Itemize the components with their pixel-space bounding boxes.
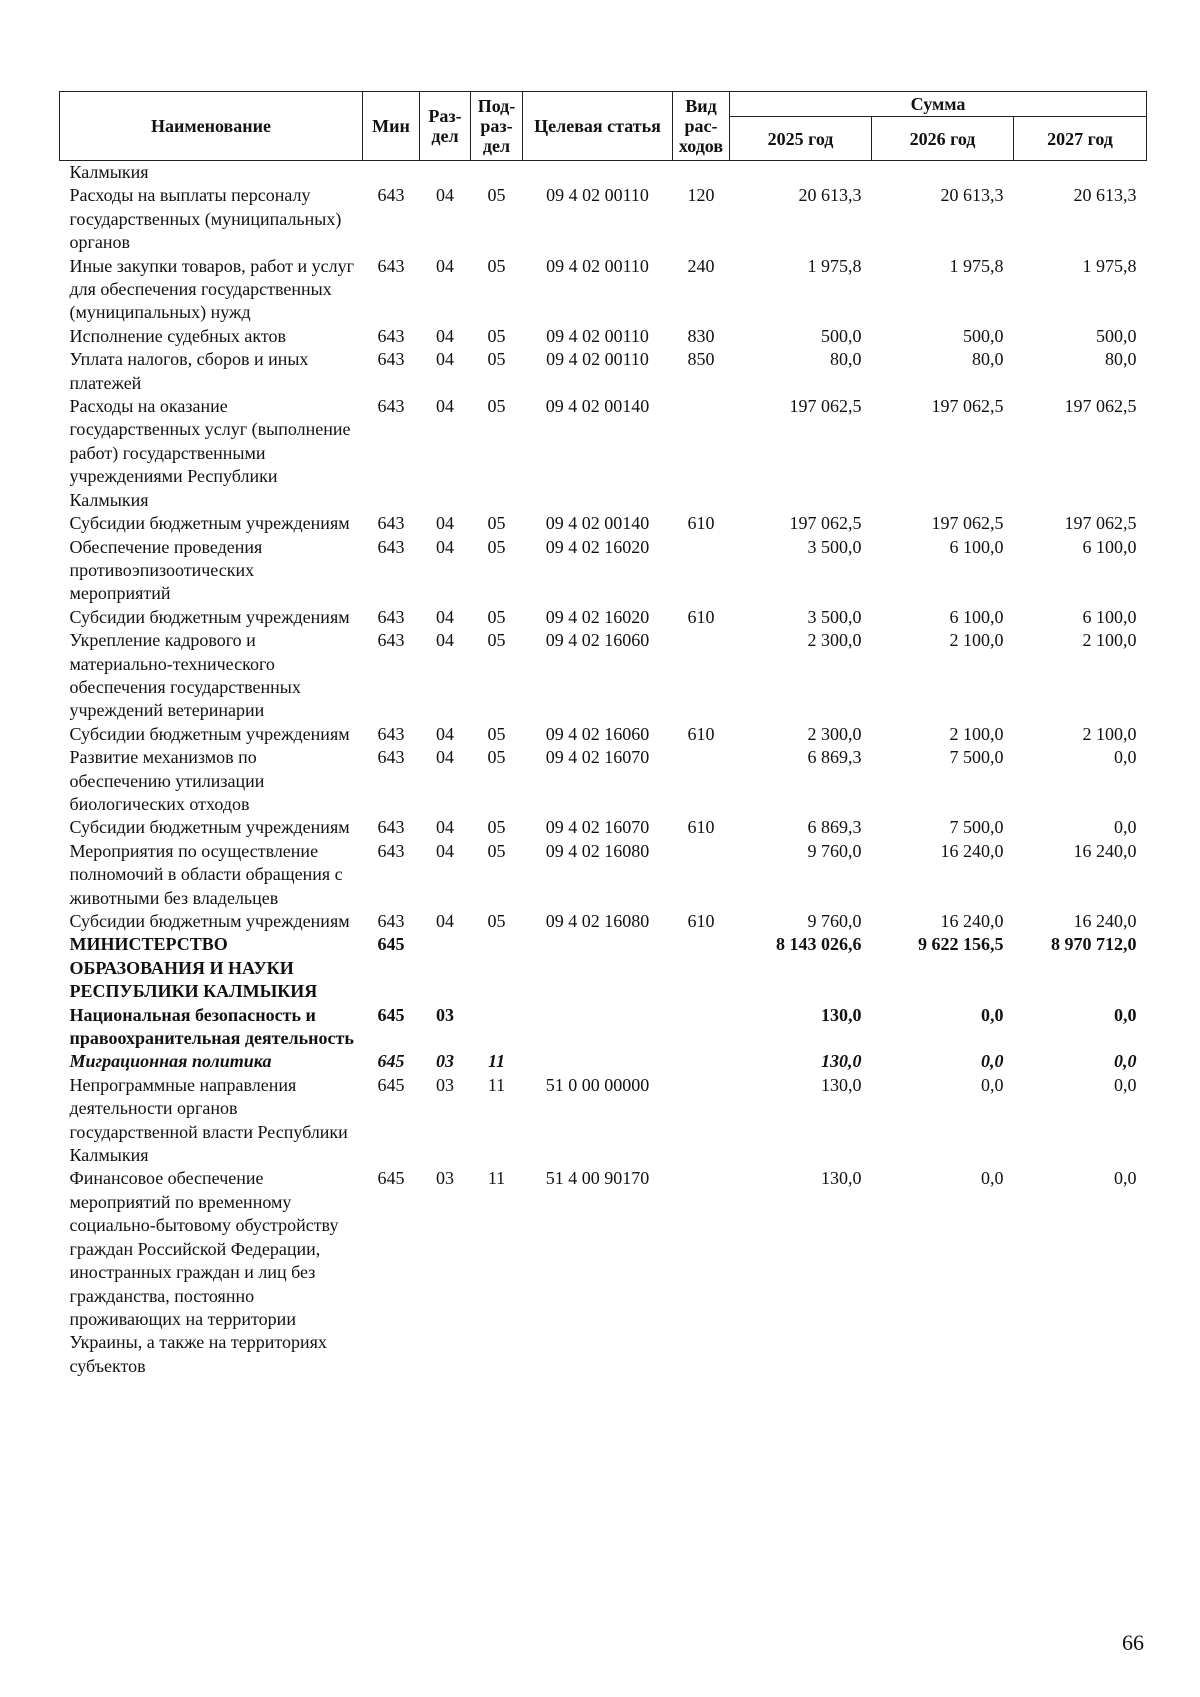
cell-name: Расходы на выплаты персоналу государственных (муниципальных) органов [69, 185, 342, 253]
cell-target-article [523, 161, 673, 185]
cell-podrazdel: 05 [487, 630, 506, 651]
cell-expense-type: 830 [687, 325, 715, 346]
cell-sum-2025: 197 062,5 [789, 513, 862, 534]
cell-name: Обеспечение проведения противоэпизоотических мероприятий [69, 536, 263, 604]
cell-podrazdel: 05 [487, 911, 506, 931]
table-row [60, 1167, 1147, 1378]
cell-name: Субсидии бюджетным учреждениям [69, 817, 350, 838]
cell-target-article [523, 933, 673, 1003]
cell-razdel: 04 [436, 606, 454, 627]
cell-razdel [420, 161, 471, 185]
cell-sum-2025: 6 869,3 [807, 747, 862, 768]
cell-target-article: 09 4 02 00110 [546, 255, 649, 276]
cell-podrazdel: 05 [487, 255, 506, 276]
cell-sum-2027: 16 240,0 [1073, 840, 1137, 861]
table-row [60, 933, 1147, 1003]
header-podrazdel: Под-раз-дел [471, 92, 523, 161]
cell-razdel: 04 [436, 185, 454, 206]
cell-name: Субсидии бюджетным учреждениям [69, 911, 350, 931]
cell-sum-2027: 0,0 [1114, 817, 1137, 838]
cell-min: 643 [377, 349, 405, 370]
cell-sum-2025: 3 500,0 [807, 536, 862, 557]
cell-target-article: 09 4 02 00110 [546, 349, 649, 370]
cell-sum-2026: 16 240,0 [940, 840, 1004, 861]
cell-target-article: 09 4 02 00110 [546, 325, 649, 346]
cell-min: 643 [377, 747, 405, 768]
cell-sum-2026: 2 100,0 [949, 630, 1004, 651]
cell-name: Субсидии бюджетным учреждениям [69, 606, 350, 627]
cell-target-article: 09 4 02 00110 [546, 185, 649, 206]
cell-expense-type [673, 1004, 730, 1051]
header-year-2025: 2025 год [730, 117, 872, 161]
cell-name: Иные закупки товаров, работ и услуг для обеспечения государственных (муниципальных) нужд [69, 255, 354, 323]
table-row [60, 395, 1147, 512]
cell-target-article: 09 4 02 16070 [545, 817, 650, 838]
header-sum: Сумма [730, 92, 1147, 117]
cell-target-article: 09 4 02 16020 [545, 536, 650, 557]
cell-sum-2027: 6 100,0 [1082, 606, 1137, 627]
table-row [60, 723, 1147, 746]
cell-target-article: 09 4 02 16080 [545, 840, 650, 861]
cell-sum-2027: 500,0 [1096, 325, 1137, 346]
cell-expense-type [673, 1074, 730, 1168]
cell-min: 645 [377, 934, 405, 955]
cell-sum-2025: 20 613,3 [798, 185, 862, 206]
cell-min: 643 [377, 630, 405, 651]
header-name: Наименование [60, 92, 363, 161]
cell-razdel: 03 [436, 1051, 454, 1072]
cell-expense-type [673, 395, 730, 512]
cell-expense-type [673, 536, 730, 606]
cell-name: Субсидии бюджетным учреждениям [69, 723, 350, 744]
table-body [60, 161, 1147, 1379]
cell-sum-2026: 2 100,0 [949, 723, 1004, 744]
header-expense-type: Вид рас-ходов [673, 92, 730, 161]
cell-sum-2025: 130,0 [821, 1074, 862, 1095]
cell-sum-2026: 0,0 [981, 1074, 1004, 1095]
cell-sum-2025: 130,0 [821, 1004, 862, 1025]
cell-sum-2026: 20 613,3 [940, 185, 1004, 206]
cell-name: Калмыкия [69, 162, 149, 182]
cell-sum-2026: 9 622 156,5 [918, 934, 1004, 955]
cell-sum-2025: 9 760,0 [807, 840, 862, 861]
cell-razdel: 04 [436, 325, 454, 346]
cell-sum-2025: 80,0 [830, 349, 862, 370]
table-row [60, 161, 1147, 185]
cell-sum-2026: 6 100,0 [949, 606, 1004, 627]
cell-min: 643 [377, 911, 405, 931]
cell-expense-type [673, 840, 730, 910]
header-razdel: Раз-дел [420, 92, 471, 161]
table-row [60, 1074, 1147, 1168]
cell-sum-2025: 197 062,5 [789, 396, 862, 417]
cell-sum-2027: 0,0 [1114, 747, 1137, 768]
cell-expense-type: 610 [687, 606, 715, 627]
cell-expense-type: 850 [687, 349, 715, 370]
cell-podrazdel: 05 [487, 349, 506, 370]
cell-sum-2025: 500,0 [821, 325, 862, 346]
budget-table [59, 91, 1147, 1378]
table-row [60, 606, 1147, 629]
cell-sum-2026: 16 240,0 [940, 911, 1004, 931]
cell-expense-type: 610 [687, 911, 715, 931]
cell-min: 645 [377, 1004, 405, 1025]
cell-min: 643 [377, 840, 405, 861]
cell-sum-2027: 197 062,5 [1064, 513, 1137, 534]
cell-sum-2026: 500,0 [963, 325, 1004, 346]
cell-podrazdel: 05 [487, 325, 506, 346]
cell-razdel: 04 [436, 349, 454, 370]
cell-sum-2027: 16 240,0 [1073, 911, 1137, 931]
table-row [60, 816, 1147, 839]
cell-podrazdel: 05 [487, 840, 506, 861]
cell-expense-type [673, 933, 730, 1003]
table-row [60, 910, 1147, 933]
cell-sum-2026: 80,0 [972, 349, 1004, 370]
cell-razdel [420, 933, 471, 1003]
cell-target-article: 09 4 02 00140 [545, 396, 650, 417]
cell-podrazdel: 05 [487, 723, 506, 744]
cell-name: Расходы на оказание государственных услуг (выполнение работ) государственными учреждениями Республики Калмыкия [69, 396, 351, 510]
cell-min: 643 [377, 396, 405, 417]
cell-podrazdel: 05 [487, 747, 506, 768]
cell-name: Укрепление кадрового и материально-технического обеспечения государственных учреждений ветеринарии [69, 630, 301, 721]
cell-name: Субсидии бюджетным учреждениям [69, 513, 350, 534]
table-row [60, 1050, 1147, 1073]
cell-sum-2026: 7 500,0 [949, 747, 1004, 768]
cell-razdel: 04 [436, 536, 454, 557]
cell-sum-2027 [1014, 161, 1147, 185]
table-row [60, 1004, 1147, 1051]
cell-min: 643 [377, 325, 405, 346]
cell-sum-2026: 7 500,0 [949, 817, 1004, 838]
cell-target-article: 09 4 02 16060 [545, 630, 650, 651]
cell-sum-2025 [730, 161, 872, 185]
cell-min: 643 [377, 185, 405, 206]
table-row [60, 512, 1147, 535]
cell-target-article: 09 4 02 16060 [545, 723, 650, 744]
cell-expense-type: 240 [687, 255, 715, 276]
cell-razdel: 03 [436, 1168, 454, 1189]
cell-target-article: 09 4 02 16070 [545, 747, 650, 768]
cell-name: Миграционная политика [69, 1051, 272, 1072]
cell-target-article: 09 4 02 16020 [545, 606, 650, 627]
cell-sum-2025: 6 869,3 [807, 817, 862, 838]
cell-sum-2025: 8 143 026,6 [776, 934, 862, 955]
cell-razdel: 04 [436, 723, 454, 744]
cell-target-article [523, 1004, 673, 1051]
cell-name: Развитие механизмов по обеспечению утилизации биологических отходов [69, 747, 265, 814]
cell-razdel: 04 [436, 513, 454, 534]
table-row [60, 184, 1147, 254]
cell-sum-2027: 20 613,3 [1073, 185, 1137, 206]
cell-sum-2027: 80,0 [1105, 349, 1137, 370]
cell-min [363, 161, 420, 185]
table-row [60, 536, 1147, 606]
cell-sum-2027: 197 062,5 [1064, 396, 1137, 417]
cell-podrazdel: 05 [487, 513, 506, 534]
cell-sum-2025: 2 300,0 [807, 723, 862, 744]
header-year-2027: 2027 год [1014, 117, 1147, 161]
cell-sum-2026: 6 100,0 [949, 536, 1004, 557]
table-row [60, 255, 1147, 325]
cell-expense-type: 120 [687, 185, 715, 206]
cell-razdel: 04 [436, 817, 454, 838]
cell-razdel: 04 [436, 396, 454, 417]
cell-name: МИНИСТЕРСТВО ОБРАЗОВАНИЯ И НАУКИ РЕСПУБЛИКИ КАЛМЫКИЯ [69, 934, 318, 1002]
cell-expense-type [673, 1050, 730, 1073]
cell-target-article: 51 0 00 00000 [545, 1074, 650, 1095]
cell-podrazdel: 05 [487, 817, 506, 838]
cell-name: Мероприятия по осуществление полномочий в области обращения с животными без владельцев [69, 840, 343, 908]
cell-razdel: 03 [436, 1004, 454, 1025]
cell-razdel: 04 [436, 911, 454, 931]
cell-min: 643 [377, 255, 405, 276]
cell-sum-2027: 8 970 712,0 [1051, 934, 1137, 955]
cell-sum-2026: 0,0 [981, 1004, 1004, 1025]
cell-sum-2025: 9 760,0 [807, 911, 862, 931]
cell-podrazdel: 05 [487, 536, 506, 557]
cell-min: 643 [377, 536, 405, 557]
cell-razdel: 04 [436, 630, 454, 651]
cell-razdel: 04 [436, 840, 454, 861]
table-header [60, 92, 1147, 161]
cell-name: Финансовое обеспечение мероприятий по временному социально-бытовому обустройству граждан Российской Федерации, иностранных граждан и лиц без гражданства, постоянно проживающих на территории Украины, а также на территориях субъектов [69, 1168, 339, 1376]
cell-podrazdel [471, 161, 523, 185]
cell-target-article: 51 4 00 90170 [545, 1168, 650, 1189]
table-row [60, 348, 1147, 395]
cell-target-article: 09 4 02 16080 [545, 911, 650, 931]
header-min: Мин [363, 92, 420, 161]
cell-expense-type: 610 [687, 513, 715, 534]
cell-sum-2025: 3 500,0 [807, 606, 862, 627]
table-row [60, 840, 1147, 910]
cell-sum-2026: 197 062,5 [931, 396, 1004, 417]
cell-name: Национальная безопасность и правоохранительная деятельность [69, 1004, 354, 1049]
cell-min: 645 [377, 1074, 405, 1095]
cell-expense-type: 610 [687, 723, 715, 744]
cell-expense-type [673, 746, 730, 816]
cell-razdel: 03 [436, 1074, 454, 1095]
cell-name: Уплата налогов, сборов и иных платежей [69, 349, 309, 393]
cell-sum-2027: 0,0 [1114, 1051, 1137, 1072]
cell-expense-type [673, 1167, 730, 1378]
cell-sum-2026: 1 975,8 [949, 255, 1004, 276]
cell-podrazdel: 11 [487, 1168, 506, 1189]
cell-expense-type [673, 161, 730, 185]
cell-sum-2027: 6 100,0 [1082, 536, 1137, 557]
table-row [60, 629, 1147, 723]
cell-sum-2025: 1 975,8 [807, 255, 862, 276]
cell-razdel: 04 [436, 747, 454, 768]
cell-target-article [523, 1050, 673, 1073]
cell-sum-2027: 1 975,8 [1082, 255, 1137, 276]
cell-podrazdel: 11 [487, 1074, 506, 1095]
cell-podrazdel: 05 [487, 185, 506, 206]
header-target-article: Целевая статья [523, 92, 673, 161]
cell-min: 643 [377, 817, 405, 838]
cell-target-article: 09 4 02 00140 [545, 513, 650, 534]
cell-podrazdel: 11 [487, 1051, 505, 1072]
cell-podrazdel [471, 1004, 523, 1051]
budget-table-page [59, 91, 1146, 1378]
cell-min: 643 [377, 606, 405, 627]
table-row [60, 325, 1147, 348]
cell-razdel: 04 [436, 255, 454, 276]
cell-name: Непрограммные направления деятельности органов государственной власти Республики Калмыкия [69, 1074, 348, 1166]
cell-sum-2025: 130,0 [821, 1051, 862, 1072]
cell-sum-2027: 0,0 [1114, 1074, 1137, 1095]
cell-min: 643 [377, 723, 405, 744]
cell-min: 645 [377, 1168, 405, 1189]
cell-min: 645 [377, 1051, 405, 1072]
cell-sum-2027: 0,0 [1114, 1168, 1137, 1189]
cell-expense-type: 610 [687, 817, 715, 838]
cell-sum-2027: 2 100,0 [1082, 723, 1137, 744]
cell-sum-2026: 0,0 [981, 1168, 1004, 1189]
header-year-2026: 2026 год [872, 117, 1014, 161]
cell-sum-2026 [872, 161, 1014, 185]
cell-podrazdel: 05 [487, 396, 506, 417]
table-row [60, 746, 1147, 816]
cell-sum-2027: 2 100,0 [1082, 630, 1137, 651]
cell-podrazdel [471, 933, 523, 1003]
cell-sum-2026: 197 062,5 [931, 513, 1004, 534]
cell-sum-2025: 2 300,0 [807, 630, 862, 651]
cell-name: Исполнение судебных актов [69, 325, 287, 346]
cell-min: 643 [377, 513, 405, 534]
cell-sum-2027: 0,0 [1114, 1004, 1137, 1025]
cell-expense-type [673, 629, 730, 723]
cell-sum-2026: 0,0 [981, 1051, 1004, 1072]
cell-podrazdel: 05 [487, 606, 506, 627]
cell-sum-2025: 130,0 [821, 1168, 862, 1189]
page-number: 66 [1122, 1630, 1144, 1655]
